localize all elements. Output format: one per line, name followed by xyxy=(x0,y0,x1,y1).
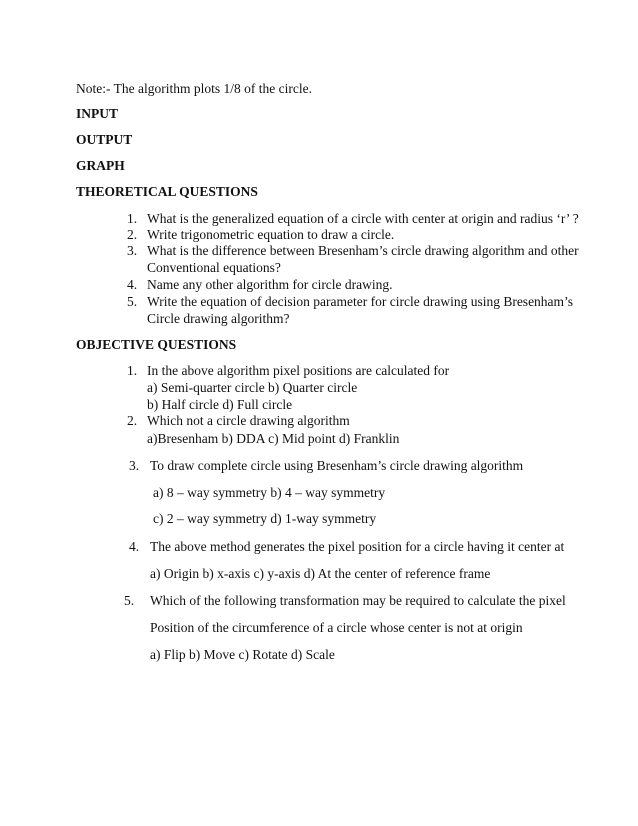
heading-graph: GRAPH xyxy=(76,158,125,173)
objective-q5-number: 5. xyxy=(124,593,135,608)
objective-q3-options-row1: a) 8 – way symmetry b) 4 – way symmetry xyxy=(153,485,386,500)
theoretical-q2-text: Write trigonometric equation to draw a circle. xyxy=(147,227,395,242)
theoretical-q2-number: 2. xyxy=(127,227,138,242)
objective-q1-options-row1: a) Semi-quarter circle b) Quarter circle xyxy=(147,380,358,395)
theoretical-q1-number: 1. xyxy=(127,211,138,226)
theoretical-q5-number: 5. xyxy=(127,294,138,309)
theoretical-q5-text: Write the equation of decision parameter for circle drawing using Bresenham’s xyxy=(147,294,574,309)
objective-q4-options: a) Origin b) x-axis c) y-axis d) At the center of reference frame xyxy=(150,566,491,581)
objective-q2-number: 2. xyxy=(127,413,138,428)
theoretical-q1-text: What is the generalized equation of a circle with center at origin and radius ‘r’ ? xyxy=(147,211,579,226)
objective-q4-number: 4. xyxy=(129,539,140,554)
heading-input: INPUT xyxy=(76,106,119,121)
theoretical-q3-text: What is the difference between Bresenham’s circle drawing algorithm and other xyxy=(147,243,579,258)
note-text: Note:- The algorithm plots 1/8 of the circle. xyxy=(76,81,312,96)
objective-q1-number: 1. xyxy=(127,363,138,378)
objective-q2-options: a)Bresenham b) DDA c) Mid point d) Franklin xyxy=(147,431,400,446)
objective-q1-options-row2: b) Half circle d) Full circle xyxy=(147,397,293,412)
theoretical-q4-number: 4. xyxy=(127,277,138,292)
theoretical-q5-text-cont: Circle drawing algorithm? xyxy=(147,311,290,326)
heading-theoretical-questions: THEORETICAL QUESTIONS xyxy=(76,184,258,199)
heading-output: OUTPUT xyxy=(76,132,133,147)
objective-q3-options-row2: c) 2 – way symmetry d) 1-way symmetry xyxy=(153,511,377,526)
heading-objective-questions: OBJECTIVE QUESTIONS xyxy=(76,337,237,352)
objective-q5-text-cont: Position of the circumference of a circle whose center is not at origin xyxy=(150,620,523,635)
theoretical-q3-number: 3. xyxy=(127,243,138,258)
objective-q4-text: The above method generates the pixel position for a circle having it center at xyxy=(150,539,565,554)
objective-q3-number: 3. xyxy=(129,458,140,473)
objective-q3-text: To draw complete circle using Bresenham’s circle drawing algorithm xyxy=(150,458,524,473)
objective-q5-text: Which of the following transformation may be required to calculate the pixel xyxy=(150,593,566,608)
objective-q1-text: In the above algorithm pixel positions are calculated for xyxy=(147,363,450,378)
theoretical-q3-text-cont: Conventional equations? xyxy=(147,260,281,275)
objective-q5-options: a) Flip b) Move c) Rotate d) Scale xyxy=(150,647,335,662)
objective-q2-text: Which not a circle drawing algorithm xyxy=(147,413,350,428)
theoretical-q4-text: Name any other algorithm for circle drawing. xyxy=(147,277,393,292)
